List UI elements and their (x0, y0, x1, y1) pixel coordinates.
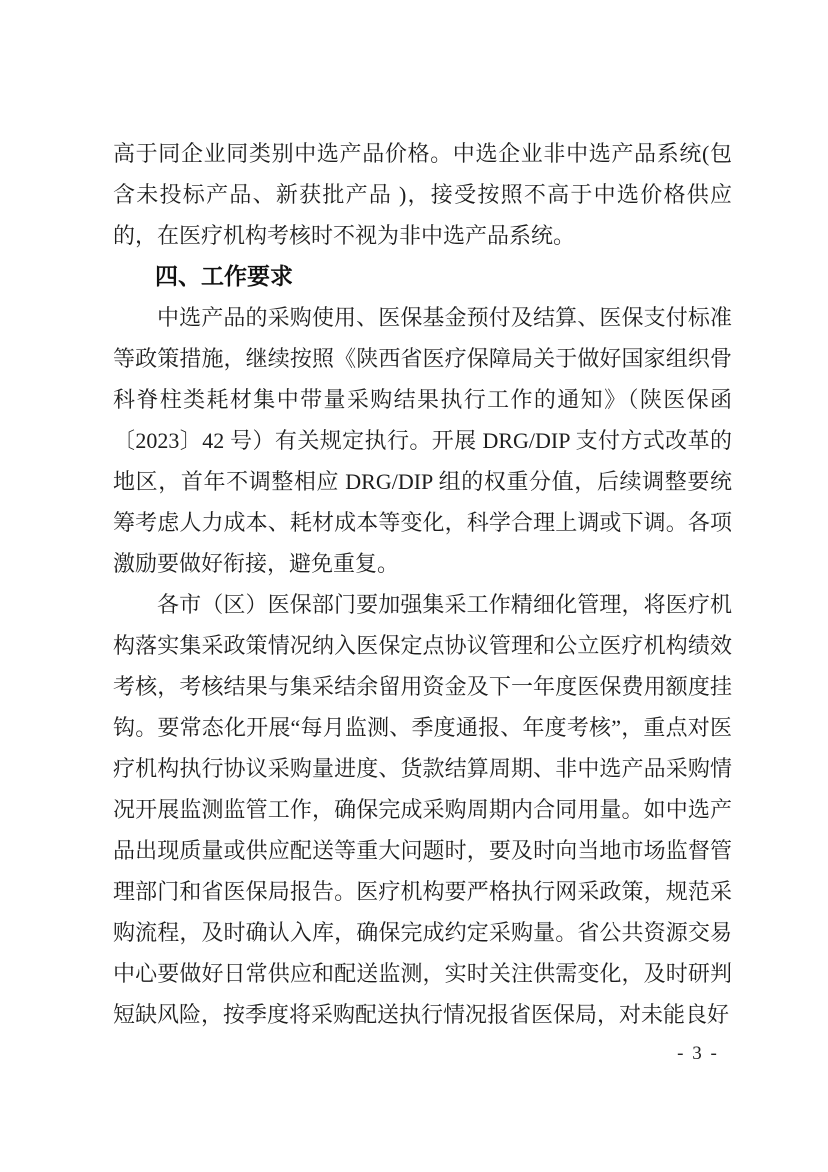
document-content (113, 133, 732, 1035)
paragraph-supervision: 各市（区）医保部门要加强集采工作精细化管理，将医疗机构落实集采政策情况纳入医保定点协议管理和公立医疗机构绩效考核，考核结果与集采结余留用资金及下一年度医保费用额度挂钩。要常态化开展“每月监测、季度通报、年度考核”，重点对医疗机构执行协议采购量进度、货款结算周期、非中选产品采购情况开展监测监管工作，确保完成采购周期内合同用量。如中选产品出现质量或供应配送等重大问题时，要及时向当地市场监督管理部门和省医保局报告。医疗机构要严格执行网采政策，规范采购流程，及时确认入库，确保完成约定采购量。省公共资源交易中心要做好日常供应和配送监测，实时关注供需变化，及时研判短缺风险，按季度将采购配送执行情况报省医保局，对未能良好 (113, 592, 732, 1027)
section-heading: 四、工作要求 (155, 263, 293, 289)
paragraph-continuation: 高于同企业同类别中选产品价格。中选企业非中选产品系统(包含未投标产品、新获批产品 )，接受按照不高于中选价格供应的，在医疗机构考核时不视为非中选产品系统。 (113, 141, 732, 248)
page-number: - 3 - (677, 1043, 719, 1064)
paragraph-policy-execution: 中选产品的采购使用、医保基金预付及结算、医保支付标准等政策措施，继续按照《陕西省医疗保障局关于做好国家组织骨科脊柱类耗材集中带量采购结果执行工作的通知》（陕医保函〔2023〕42 号）有关规定执行。开展 DRG/DIP 支付方式改革的地区，首年不调整相应 DRG/DIP 组的权重分值，后续调整要统筹考虑人力成本、耗材成本等变化，科学合理上调或下调。各项激励要做好衔接，避免重复。 (113, 305, 732, 576)
